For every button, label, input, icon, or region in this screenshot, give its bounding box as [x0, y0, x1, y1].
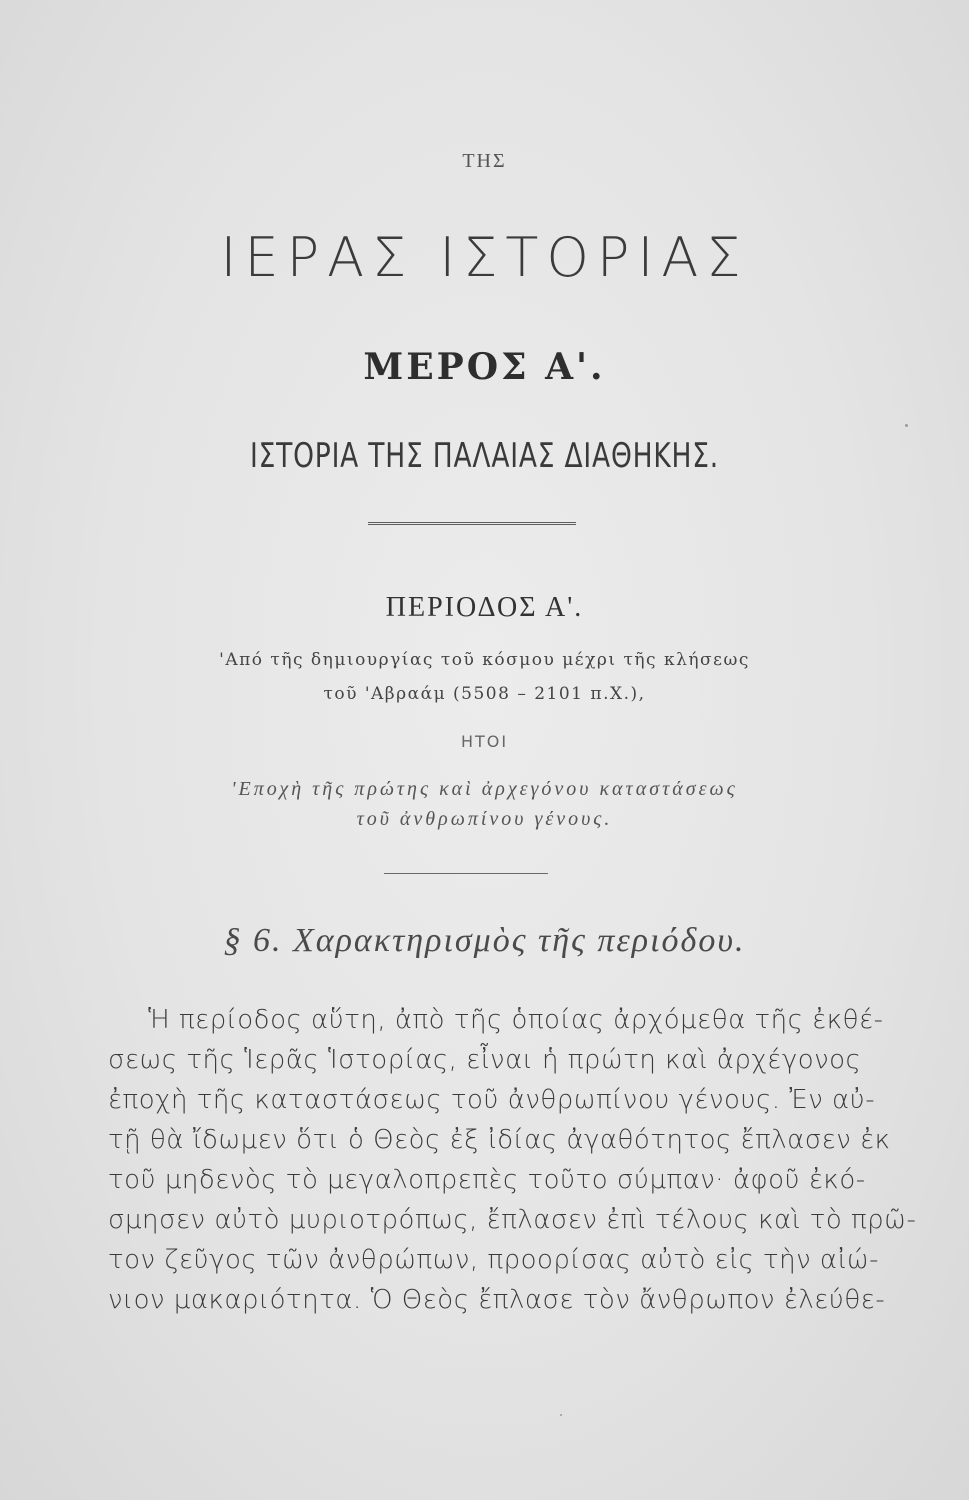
paragraph-line: Ἡ περίοδος αὕτη, ἀπὸ τῆς ὁποίας ἀρχόμεθα τῆς ἐκθέ- — [148, 1005, 884, 1035]
period-heading: ΠΕΡΙΟΔΟΣ Α'. — [385, 592, 584, 623]
title-divider — [368, 522, 576, 525]
paragraph-line: τον ζεῦγος τῶν ἀνθρώπων, προορίσας αὐτὸ εἰς τὴν αἰώ- — [108, 1245, 880, 1275]
paragraph-line: σμησεν αὐτὸ μυριοτρόπως, ἔπλασεν ἐπὶ τέλους καὶ τὸ πρῶ- — [108, 1205, 917, 1235]
body-paragraph — [108, 1000, 917, 1340]
section-heading: § 6. Χαρακτηρισμὸς τῆς περιόδου. — [223, 922, 746, 959]
paragraph-line: τοῦ μηδενὸς τὸ μεγαλοπρεπὲς τοῦτο σύμπαν· ἀφοῦ ἐκό- — [108, 1165, 866, 1195]
paper-speck — [560, 1414, 562, 1416]
period-range-line-1: 'Από τῆς δημιουργίας τοῦ κόσμου μέχρι τῆς κλήσεως — [219, 650, 750, 670]
section-divider — [384, 873, 548, 874]
itoi-label: ΗΤΟΙ — [460, 732, 509, 751]
paragraph-line: νιον μακαριότητα. Ὁ Θεὸς ἔπλασε τὸν ἄνθρωπον ἐλεύθε- — [108, 1285, 886, 1315]
paragraph-line: σεως τῆς Ἱερᾶς Ἱστορίας, εἶναι ἡ πρώτη καὶ ἀρχέγονος — [108, 1045, 862, 1075]
part-heading: ΜΕΡΟΣ Α'. — [363, 346, 606, 388]
part-subtitle: ΙΣΤΟΡΙΑ ΤΗΣ ΠΑΛΑΙΑΣ ΔΙΑΘΗΚΗΣ. — [250, 436, 719, 476]
document-title: ΙΕΡΑΣ ΙΣΤΟΡΙΑΣ — [220, 226, 749, 289]
paragraph-line: τῇ θὰ ἴδωμεν ὅτι ὁ Θεὸς ἐξ ἰδίας ἀγαθότητος ἔπλασεν ἐκ — [108, 1125, 891, 1155]
paragraph-line: ἐποχὴ τῆς καταστάσεως τοῦ ἀνθρωπίνου γένους. Ἐν αὐ- — [108, 1085, 876, 1115]
epoch-line-1: 'Εποχὴ τῆς πρώτης καὶ ἀρχεγόνου καταστάσεως — [231, 778, 738, 800]
paper-speck — [905, 424, 908, 427]
document-overline: ΤΗΣ — [462, 150, 507, 172]
epoch-line-2: τοῦ ἀνθρωπίνου γένους. — [356, 808, 613, 830]
period-range-line-2: τοῦ 'Αβραάμ (5508 – 2101 π.Χ.), — [323, 684, 646, 704]
